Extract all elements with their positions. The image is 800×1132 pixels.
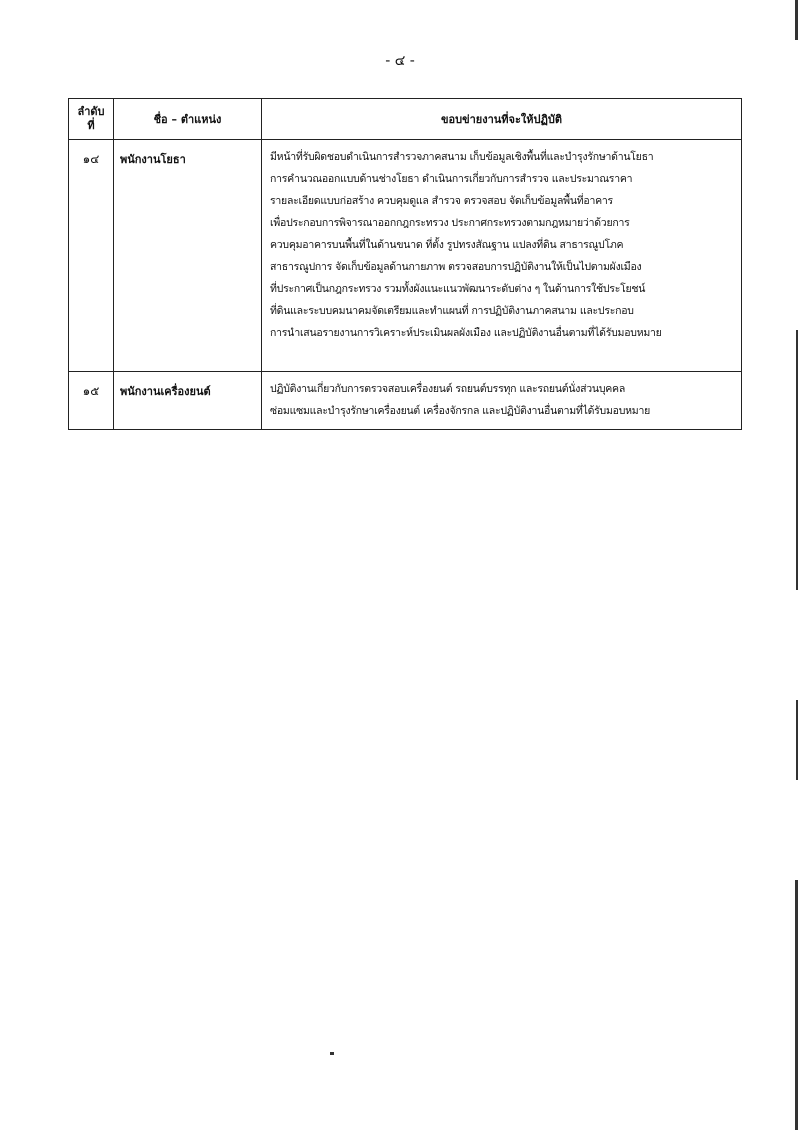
scan-speck <box>330 1052 334 1055</box>
table-row <box>69 372 742 430</box>
header-name-position: ชื่อ – ตำแหน่ง <box>114 99 262 140</box>
duty-line: ควบคุมอาคารบนพื้นที่ในด้านขนาด ที่ตั้ง รูปทรงสัณฐาน แปลงที่ดิน สาธารณูปโภค <box>270 239 624 251</box>
duty-line: การนำเสนอรายงานการวิเคราะห์ประเมินผลผังเมือง และปฏิบัติงานอื่นตามที่ได้รับมอบหมาย <box>270 327 662 339</box>
row-order-no: ๑๔ <box>69 140 114 372</box>
scan-edge-mark <box>796 700 798 780</box>
row-position-title: พนักงานโยธา <box>114 140 262 372</box>
table-row <box>69 140 742 372</box>
scan-edge-mark <box>795 0 798 40</box>
duty-line: รายละเอียดแบบก่อสร้าง ควบคุมดูแล สำรวจ ตรวจสอบ จัดเก็บข้อมูลพื้นที่อาคาร <box>270 195 613 207</box>
duty-line: การคำนวณออกแบบด้านช่างโยธา ดำเนินการเกี่ยวกับการสำรวจ และประมาณราคา <box>270 173 633 185</box>
scan-edge-mark <box>795 880 798 1130</box>
row-duty-description <box>262 372 742 430</box>
header-order-no-line2: ที่ <box>87 119 95 132</box>
duty-line: ซ่อมแซมและบำรุงรักษาเครื่องยนต์ เครื่องจักรกล และปฏิบัติงานอื่นตามที่ได้รับมอบหมาย <box>270 405 651 417</box>
duty-table <box>68 98 742 430</box>
header-order-no-line1: ลำดับ <box>77 105 105 118</box>
row-duty-description <box>262 140 742 372</box>
duty-line: สาธารณูปการ จัดเก็บข้อมูลด้านกายภาพ ตรวจสอบการปฏิบัติงานให้เป็นไปตามผังเมือง <box>270 261 642 273</box>
table-header-row <box>69 99 742 140</box>
row-position-title: พนักงานเครื่องยนต์ <box>114 372 262 430</box>
header-duty-scope: ขอบข่ายงานที่จะให้ปฏิบัติ <box>262 99 742 140</box>
duty-line: ปฏิบัติงานเกี่ยวกับการตรวจสอบเครื่องยนต์ รถยนต์บรรทุก และรถยนต์นั่งส่วนบุคคล <box>270 383 625 395</box>
duty-line: มีหน้าที่รับผิดชอบดำเนินการสำรวจภาคสนาม เก็บข้อมูลเชิงพื้นที่และบำรุงรักษาด้านโยธา <box>270 151 654 163</box>
header-order-no <box>69 99 114 140</box>
duty-line: ที่ดินและระบบคมนาคมจัดเตรียมและทำแผนที่ การปฏิบัติงานภาคสนาม และประกอบ <box>270 305 634 317</box>
row-order-no: ๑๕ <box>69 372 114 430</box>
duty-line: เพื่อประกอบการพิจารณาออกกฎกระทรวง ประกาศกระทรวงตามกฎหมายว่าด้วยการ <box>270 217 630 229</box>
duty-line: ที่ประกาศเป็นกฎกระทรวง รวมทั้งผังแนะแนวพัฒนาระดับต่าง ๆ ในด้านการใช้ประโยชน์ <box>270 283 646 295</box>
scan-edge-mark <box>796 330 798 590</box>
page-number: - ๔ - <box>385 53 415 69</box>
